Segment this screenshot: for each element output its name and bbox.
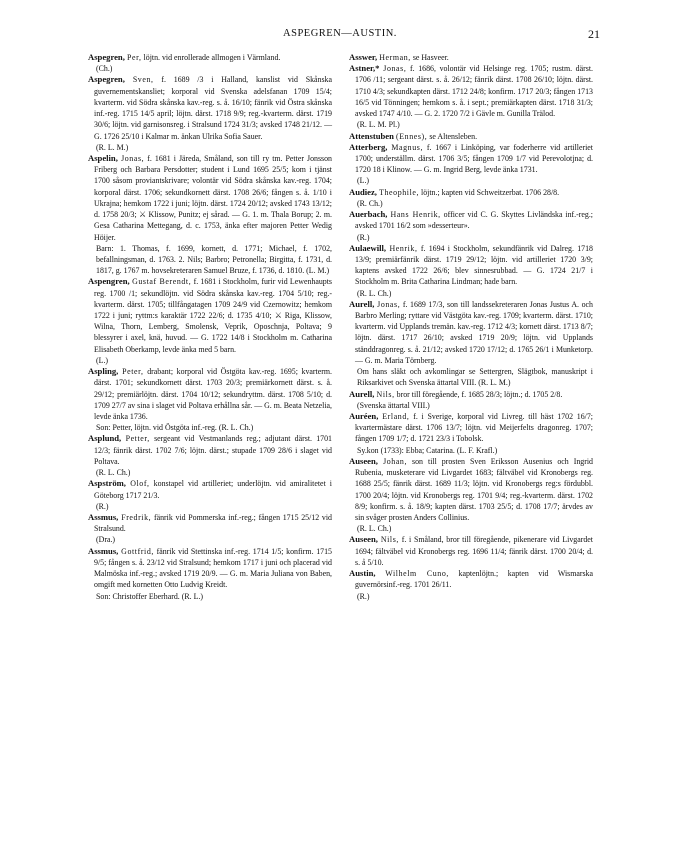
entry-given-name: Nils, [380,535,399,545]
entry-paragraph [88,478,332,500]
entry-source-reference: (Dra.) [96,535,116,545]
entry-source-reference: (Svenska ättartal VIII.) [357,400,430,410]
entry-text: officer vid C. G. Skyttes Livländska inf.-reg.; avsked 1701 16/2 som »desserteur». [355,210,593,231]
entry-text: fänrik vid Stettinska inf.-reg. 1714 1/5; konfirm. 1715 9/5; fången s. å. 23/12 vid Stralsund; hemkom 1717 i juni och placerad vid Malmöska inf.-reg.; avsked 1719 20/9. — G. m. Maria Juliana von Baben, omgift med kornetten Otto Ludvig Kreidt. [94,546,332,590]
biographical-entry [349,243,593,299]
entry-paragraph [349,456,593,523]
entry-surname: Aspling, [88,366,123,377]
entry-source-reference: (R.) [357,591,370,601]
entry-text: f. 1689 /3 i Halland, kanslist vid Skånska guvernementskansliet; korporal vid Svenska adelsfanan 1709 15/4; kvarterm. vid Södra skånska kav.-reg. s. å. 16/10; fänrik vid Östra skånska inf.-reg. 1715 14/5 april; löjtn. därst. 1718 9/9; reg.-kvarterm. därst. 1719 30/6; löjtn. vid garnisonsreg. i Stralsund 1724 31/3; avsked 1748 21/12. — G. 1726 25/10 i Kalmar m. änkan Ulrika Sofia Sauer. [94,75,333,141]
entry-paragraph [88,276,332,355]
entry-text: son till prosten Sven Eriksson Ausenius och Ingrid Rubenia, musketerare vid Livgardet 1683; fältväbel vid Kronobergs reg. 1688 25/5; fänrik därst. 1689 11/3; löjtn. vid Kronobergs reg:s fördubbl. 1700 20/4; löjtn. vid Kronobergs reg. 1701 9/4; reg.-kvarterm. därst. 1702 8/9; konfirm. s. å. 18/9; kapten därst. 1703 25/5; d. 1708 17/7; ärvdes av sin svåger prosten Anders Collinius. [355,456,593,522]
entry-text: f. 1681 i Järeda, Småland, son till ry tm. Petter Jonsson Friberg och Barbara Persdotter; student i Lund 1695 25/5; kom i tjänst 1700 såsom proviantskrivare; volontär vid Södra skånska kav.-reg. 1704; korporal därst. 1706; sekundkornett därst. 1708 26/6; fången s. å. 1/10 i Ukrajna; hemkom 1722 i juni; löjtn. därst. 1724 20/12; avsked 1743 13/12; d. 1758 20/3; ⚔ Klissow, Punitz; ej sårad. — G. 1. m. Thala Borup; 2. m. Gesa Catharina Mettegang, d. c. 1753, änka efter majoren Petter Wedig Höijer. [94,153,332,242]
entry-surname: Aspegren, [88,52,127,62]
entry-surname: Aulaewill, [349,242,390,253]
biographical-entry [88,52,332,74]
entry-surname: Attenstuben [349,130,397,141]
entry-text: f. 1686, volontär vid Helsinge reg. 1705; rustm. därst. 1706 /11; sergeant därst. s. å. 26/12; fänrik därst. 1708 26/10; löjtn. därst. 1710 4/3; sekundkapten därst. 1712 24/8; konfirm. 1717 20/3; fången 1713 16/5 vid Tönningen; hemkom s. å. i sept.; premiärkapten därst. 1718 31/3; avsked 1747 4/10. — G. 2. 1720 7/2 i Gävle m. Gunilla Trälod. [355,64,593,119]
entry-text: kaptenlöjtn.; kapten vid Wismarska guvernörsinf.-reg. 1701 26/11. [355,569,594,590]
entry-paragraph [349,243,593,288]
biographical-entry [349,299,593,389]
entry-source-reference: (R. L. Ch.) [96,468,131,478]
entry-surname: Aspengren, [88,276,133,287]
entry-paragraph [88,546,332,591]
entry-text: f. 1681 i Stockholm, furir vid Lewenhaupts reg. 1700 /1; sekundlöjtn. vid Södra skånska kav.-reg. 1704 5/10; reg.-kvarterm. därst. 1705; tillfångatagen 1709 24/9 vid Czernowitz; hemkom 1722 i juni; ryttm:s karaktär 1722 22/6; d. 1735 4/10; ⚔ Riga, Klissow, Wilna, Thorn, Lemberg, Smolensk, Veprik, Oposchnja, Poltava; 9 blessyrer i axel, knä, huvud. — G. 1722 14/8 i Stockholm m. Catharina Elisabeth Oberkamp, levde änka med 5 barn. [94,277,332,354]
entry-paragraph [349,411,593,445]
entry-surname: Aurell, [349,388,377,399]
biographical-entry [349,209,593,243]
biographical-entry [88,512,332,546]
entry-text: se Hasveer. [410,53,449,62]
biographical-entry [88,366,332,433]
entry-given-name: Jonas, [121,153,145,163]
running-head [0,28,680,44]
entry-surname: Asswer, [349,52,380,62]
entry-text: drabant; korporal vid Östgöta kav.-reg. 1695; kvarterm. därst. 1701; sekundkornett därst. 1703 20/3; premiärkornett därst. s. å. 29/12; premiärlöjtn. därst. 1704 10/12; sekundryttm. därst. 1708 5/10; d. 1709 27/7 av sina i slaget vid Poltava erhållna sår. — G. m. Beata Netzelia, levde änka 1736. [94,367,332,421]
entry-surname: Aspegren, [88,74,133,85]
entry-source-reference: (R. Ch.) [357,198,383,208]
entry-text: löjtn. vid enrollerade allmogen i Värmland. [141,53,281,62]
entry-paragraph [349,534,593,568]
biographical-entry [349,411,593,456]
entry-paragraph [349,142,593,176]
biographical-entry [349,389,593,411]
entry-source-reference: (L.) [357,176,370,186]
biographical-entry [349,63,593,130]
entry-source-reference: (R.) [96,501,109,511]
biographical-entry [88,276,332,366]
entry-given-name: Gottfrid, [121,546,154,556]
biographical-entry [349,142,593,187]
entry-given-name: Jonas, [377,299,401,309]
entry-paragraph [349,209,593,231]
entry-text: bror till föregående, f. 1685 28/3; löjtn.; d. 1705 2/8. [394,389,563,399]
entry-paragraph [349,389,593,400]
entry-given-name: Herman, [379,53,411,62]
entry-paragraph [349,131,593,142]
entry-paragraph [88,153,332,243]
entry-surname: Auseen, [349,534,381,545]
entry-given-name: Magnus, [391,142,424,152]
entry-given-name: Gustaf Berendt, [132,277,192,287]
entry-source-reference: Son: Christoffer Eberhard. (R. L.) [96,591,204,601]
entry-given-name: Sven, [132,75,154,85]
entry-paragraph [349,52,593,63]
entry-given-name: Theophile, [379,187,420,197]
entry-paragraph [88,366,332,422]
entry-given-name: Olof, [130,479,150,489]
entry-text: f. 1689 17/3, son till landssekreteraren Jonas Justus A. och Barbro Merling; ryttare vid Västgöta kav.-reg. 1709; kvarterm. därst. 1710; kvarterm. vid Upplands tremän. kav.-reg. 1712 4/3; kornett därst. 1713 8/7; löjtn. därst. 1717 26/10; avsked 1719 20/9; löjtn. vid Upplands ständdragonreg. s. å. 21/12; avsked 1720 17/12; d. 1765 26/1 i Munketorp. — G. m. Maria Törnberg. [355,299,593,365]
biographical-entry [88,478,332,512]
entry-source-reference: (R. L. Ch.) [357,288,392,298]
entry-surname: Auerbach, [349,209,391,220]
biographical-entry [349,568,593,602]
entry-given-name: Johan, [383,456,408,466]
biographical-entry [88,74,332,153]
entry-paragraph [88,512,332,534]
biographical-entry [349,456,593,535]
entry-text: se Altensleben. [427,131,478,141]
entry-text: sergeant vid Vestmanlands reg.; adjutant därst. 1701 12/3; fänrik därst. 1702 7/6; löjtn. därst.; stupade 1709 28/6 i slaget vid Poltava. [94,434,332,466]
running-title: ASPEGREN—AUSTIN. [283,28,397,39]
entry-paragraph [349,568,593,590]
entry-source-reference: (R. L. M.) [96,142,129,152]
entry-text: f. i Sverige, korporal vid Livreg. till häst 1702 16/7; kvartermästare därst. 1706 13/7; löjtn. vid Meijerfelts dragonreg. 1707; fången 1709 1/7; d. 1721 23/3 i Tobolsk. [355,412,593,444]
entry-surname: Aspström, [88,478,131,489]
entry-source-reference: Om hans släkt och avkomlingar se Settergren, Slägtbok, manuskript i Riksarkivet och Svenska ättartal VIII. (R. L. M.) [357,367,593,388]
entry-paragraph [349,187,593,198]
entry-text: f. 1667 i Linköping, var foderherre vid artilleriet 1700; underställm. därst. 1706 3/5; fången 1709 1/7 vid Perevolotjna; d. 1720 18 i Klinow. — G. m. Ingrid Berg, levde änka 1731. [355,142,593,175]
entry-paragraph [88,433,332,467]
entry-given-name: Jonas, [383,64,407,74]
entry-surname: Assmus, [88,511,122,522]
entry-surname: Atterberg, [349,141,392,152]
entry-surname: Aurell, [349,298,378,309]
biographical-entry [88,433,332,478]
entry-given-name: Wilhelm Cuno, [385,569,449,579]
biographical-entry [349,131,593,142]
entry-surname: Austin, [349,568,386,579]
entry-given-name: Erland, [382,412,410,421]
left-column [88,52,332,602]
biographical-entry [349,187,593,209]
entry-given-name: Henrik, [389,243,418,253]
page-number: 21 [588,27,600,41]
entry-surname: Asplund, [88,433,126,444]
entry-given-name: Nils, [376,389,395,399]
entry-surname: Audiez, [349,186,380,197]
entry-given-name: Fredrik, [121,512,152,522]
biographical-entry [349,52,593,63]
entry-paragraph [349,299,593,366]
entry-source-reference: (Ch.) [96,64,113,74]
entry-source-reference: (R. L. M. Pl.) [357,120,400,130]
entry-text: löjtn.; kapten vid Schweitzerbat. 1706 28/8. [419,187,560,197]
biographical-entry [88,546,332,602]
entry-text: f. 1694 i Stockholm, sekundfänrik vid Dalreg. 1718 13/9; premiärfänrik därst. 1719 29/12; löjtn. vid artilleriet 1720 3/9; kaptens avsked 1722 26/6; blev sinnesrubbad. — G. 1724 21/7 i Stockholm m. Brita Catharina Lindman; hade barn. [355,243,593,287]
entry-paragraph [88,74,332,141]
entry-given-name: (Ennes), [396,131,428,141]
biographical-entry [88,153,332,276]
entry-source-reference: Son: Petter, löjtn. vid Östgöta inf.-reg. (R. L. Ch.) [96,423,254,433]
entry-paragraph [349,63,593,119]
biographical-entry [349,534,593,568]
entry-source-reference: (R. L. Ch.) [357,524,392,534]
entry-surname: Assmus, [88,545,122,556]
entry-source-reference: (R.) [357,232,370,242]
entry-surname: Astner,* [349,63,384,74]
entry-surname: Aspelin, [88,152,122,163]
entry-source-reference: (L.) [96,355,109,365]
entry-text: fänrik vid Pommerska inf.-reg.; fången 1715 25/12 vid Stralsund. [94,512,332,534]
entry-given-name: Per, [127,53,142,62]
entry-paragraph [88,52,332,63]
entry-text: f. i Småland, bror till föregående, pikenerare vid Livgardet 1694; fältväbel vid Kronobergs reg. 1696 11/4; fänrik därst. 1700 20/4; d. s. å 5/10. [355,535,593,567]
entry-given-name: Peter, [122,367,144,377]
entry-given-name: Hans Henrik, [390,210,441,220]
entry-text: konstapel vid artilleriet; underlöjtn. vid amiralitetet i Göteborg 1717 21/3. [94,479,332,500]
entry-surname: Auseen, [349,455,384,466]
entry-source-reference: Sy.kon (1733): Ebba; Catarina. (L. F. Krafl.) [357,445,498,455]
right-column [349,52,593,602]
entry-given-name: Petter, [125,434,150,444]
entry-surname: Auréen, [349,411,383,421]
entry-source-reference: Barn: 1. Thomas, f. 1699, kornett, d. 1771; Michael, f. 1702, befallningsman, d. 1763. 2. Nils; Barbro; Petronella; Birgitta, f. 1731, d. 1817, g. 1767 m. hovsekreteraren Samuel Bruze, f. 1736, d. 1810. (L. M.) [96,243,332,276]
